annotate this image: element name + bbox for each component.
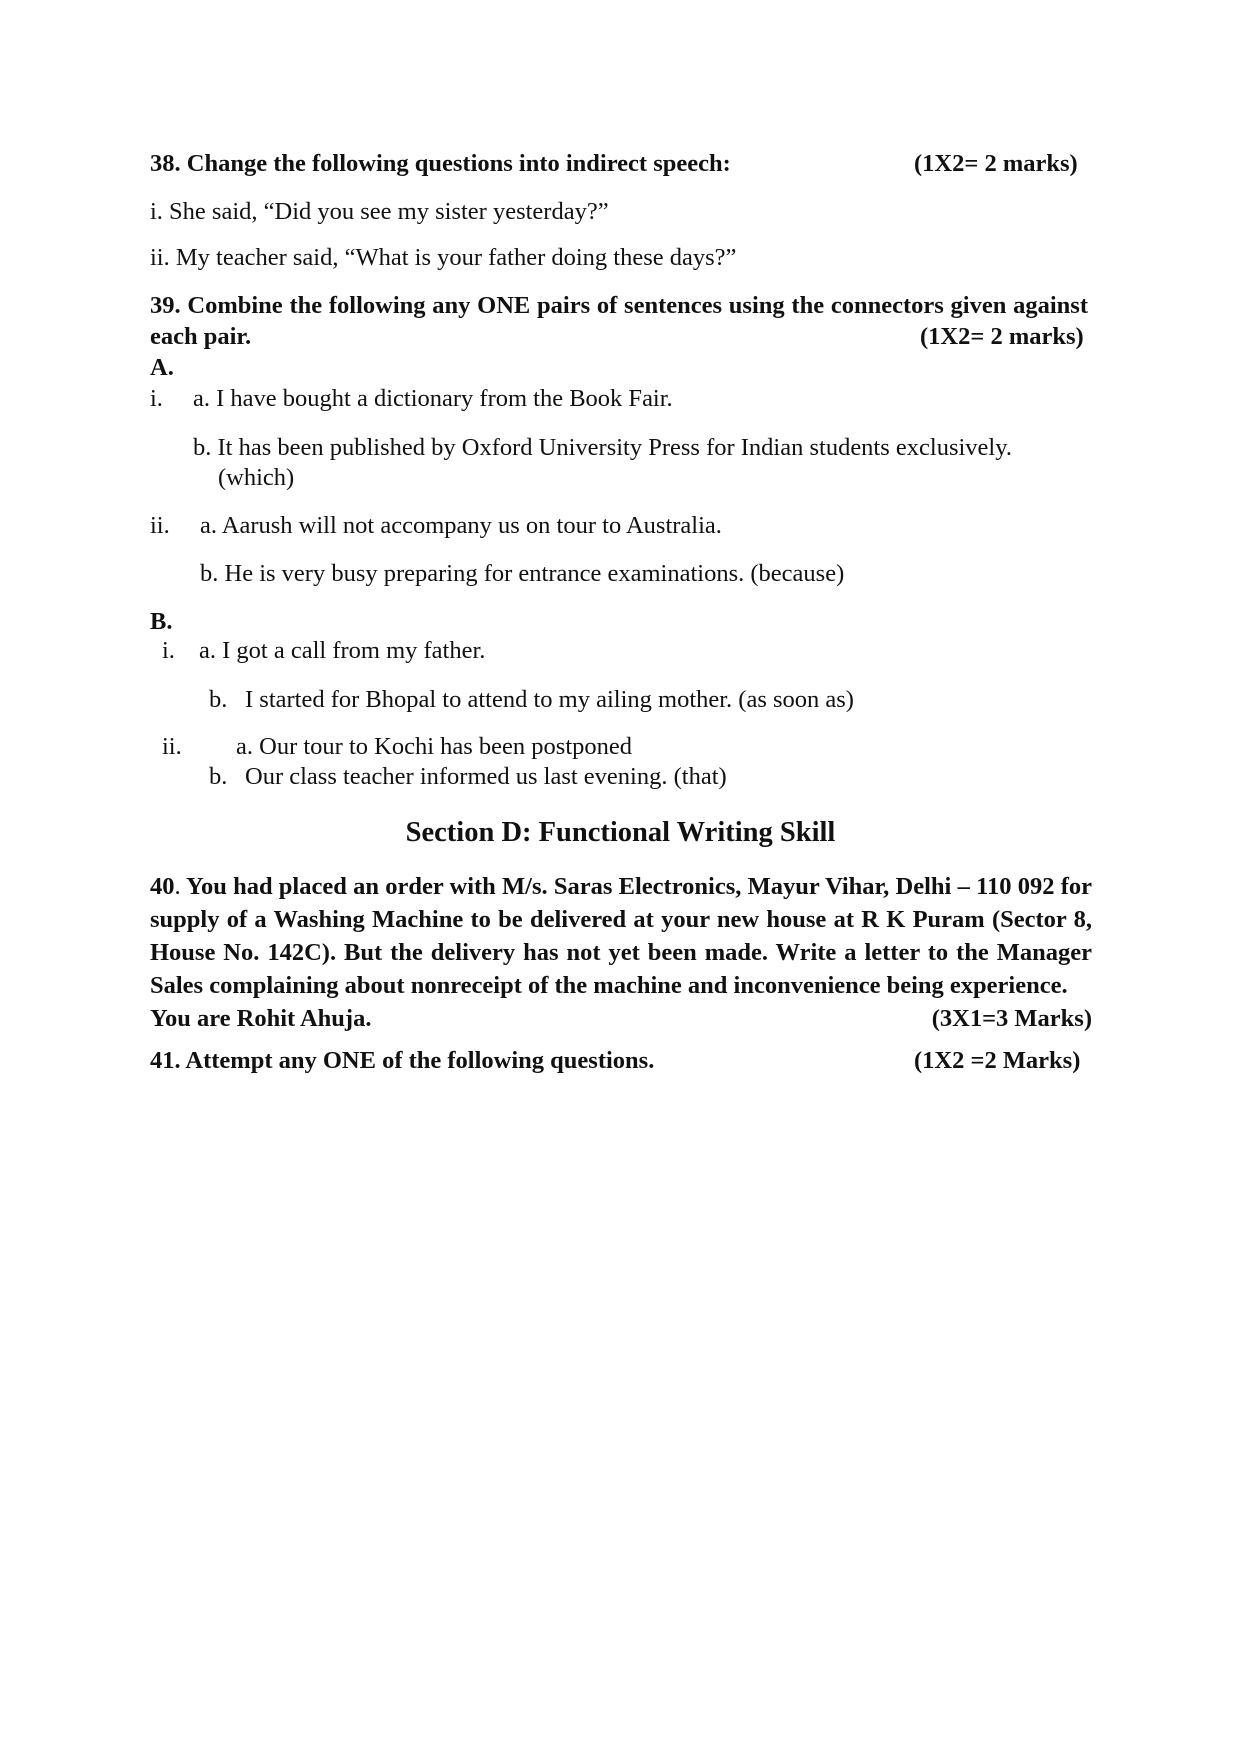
q41-marks: (1X2 =2 Marks) [914,1047,1081,1074]
q38-item-1: i. She said, “Did you see my sister yesterday?” [150,198,609,225]
q40-marks: (3X1=3 Marks) [931,1005,1092,1032]
q38-marks: (1X2= 2 marks) [914,150,1078,177]
q39-b-ii-number: ii. [162,733,182,760]
q38-item-2: ii. My teacher said, “What is your father doing these days?” [150,244,737,271]
q39-b-ii-sentence-a: a. Our tour to Kochi has been postponed [236,733,632,760]
q39-a-i-connector: (which) [218,464,295,491]
q39-marks: (1X2= 2 marks) [920,323,1084,350]
q39-a-i-sentence-a: a. I have bought a dictionary from the Book Fair. [193,385,673,412]
q39-a-ii-sentence-a: a. Aarush will not accompany us on tour to Australia. [200,512,722,539]
q40-last-line [150,1002,1092,1035]
q39-a-i-number: i. [150,385,163,412]
section-d-title: Section D: Functional Writing Skill [405,817,836,848]
q40-signature: You are Rohit Ahuja. [150,1005,372,1032]
q39-b-i-sentence-b: I started for Bhopal to attend to my ailing mother. (as soon as) [245,686,854,713]
q39-a-ii-number: ii. [150,512,170,539]
q40-paragraph [150,870,1092,1035]
q40-text: You had placed an order with M/s. Saras Electronics, Mayur Vihar, Delhi – 110 092 for supply of a Washing Machine to be delivered at your new house at R K Puram (Sector 8, House No. 142C). But the delivery has not yet been made. Write a letter to the Manager Sales complaining about nonreceipt of the machine and inconvenience being experience. [150,873,1093,999]
q39-b-i-letter-b: b. [209,686,228,713]
q39-group-a-label: A. [150,354,174,381]
q39-b-ii-letter-b: b. [209,763,228,790]
q38-heading: 38. Change the following questions into indirect speech: [150,150,731,177]
q39-heading-line2: each pair. [150,323,252,350]
q39-heading-line1: 39. Combine the following any ONE pairs of sentences using the connectors given against [150,292,1088,319]
q39-b-i-sentence-a: a. I got a call from my father. [199,637,486,664]
q39-b-i-number: i. [162,637,175,664]
q39-b-ii-sentence-b: Our class teacher informed us last evening. (that) [245,763,727,790]
q39-a-i-sentence-b: b. It has been published by Oxford University Press for Indian students exclusively. [193,434,1013,461]
q40-dot: . [174,873,181,900]
q40-number: 40 [150,873,175,900]
q39-group-b-label: B. [150,608,173,635]
q41-heading: 41. Attempt any ONE of the following questions. [150,1047,655,1074]
q39-a-ii-sentence-b: b. He is very busy preparing for entrance examinations. (because) [200,560,845,587]
